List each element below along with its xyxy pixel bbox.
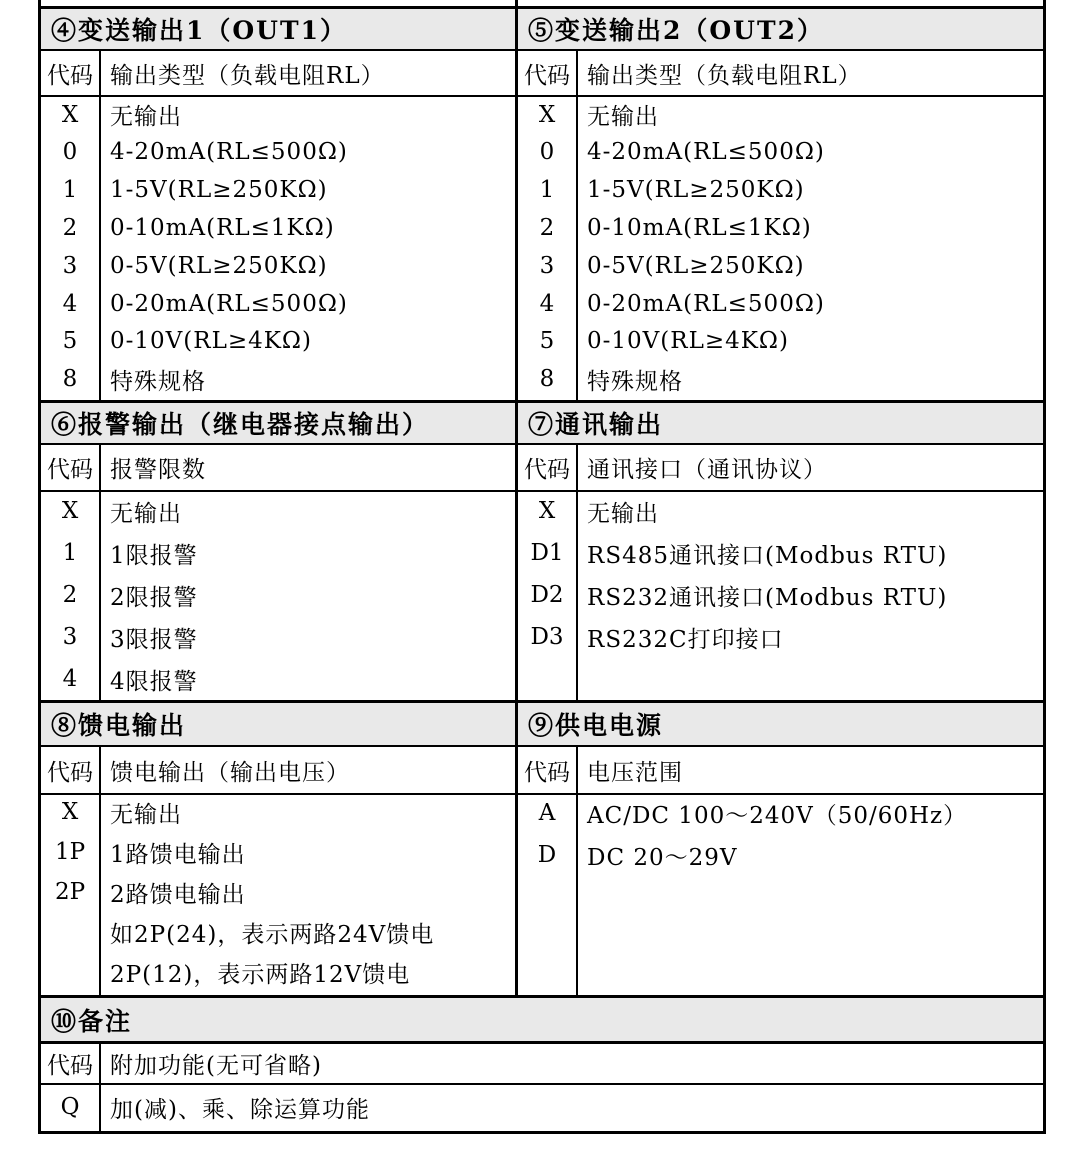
option-code: 0 (62, 139, 78, 166)
column-header-code: 代码 (524, 62, 570, 89)
option-description: 1-5V(RL≥250KΩ) (587, 177, 805, 204)
option-description: 如2P(24)，表示两路24V馈电 (110, 921, 435, 948)
option-description: 无输出 (587, 104, 659, 130)
option-description: 1限报警 (110, 542, 198, 569)
option-description: 2限报警 (110, 584, 198, 611)
option-code: 3 (539, 252, 555, 279)
option-code: 4 (62, 290, 78, 317)
option-description: 4-20mA(RL≤500Ω) (587, 139, 825, 166)
option-description: 1路馈电输出 (110, 841, 246, 868)
column-header-code: 代码 (47, 759, 93, 786)
column-divider (99, 51, 101, 400)
option-description: 无输出 (110, 104, 182, 130)
option-code: 1P (54, 839, 86, 865)
option-code: 2 (62, 582, 78, 608)
option-code: 1 (62, 177, 78, 204)
option-code: 8 (539, 366, 555, 393)
section-title-out1: ④变送输出1（OUT1） (41, 9, 515, 49)
option-description: 无输出 (110, 500, 182, 527)
section-title-alarm: ⑥报警输出（继电器接点输出） (41, 403, 515, 443)
option-code: X (61, 799, 79, 825)
option-description: RS232通讯接口(Modbus RTU) (587, 584, 948, 611)
option-description: 1-5V(RL≥250KΩ) (110, 177, 328, 204)
section-title-remark: ⑩备注 (41, 998, 1043, 1041)
column-header-label: 电压范围 (587, 759, 683, 786)
rule-line (41, 793, 1043, 795)
option-description: 0-20mA(RL≤500Ω) (110, 290, 348, 317)
rule-line (41, 745, 1043, 747)
column-divider (99, 747, 101, 995)
option-code: 2 (62, 214, 78, 241)
column-header-label: 输出类型（负载电阻RL） (587, 62, 862, 89)
column-divider (576, 51, 578, 400)
option-description: 2路馈电输出 (110, 881, 246, 908)
option-code: X (538, 498, 556, 524)
option-description: 0-10mA(RL≤1KΩ) (110, 214, 335, 241)
column-header-code: 代码 (47, 1052, 93, 1079)
column-divider (576, 747, 578, 995)
section-title-feed: ⑧馈电输出 (41, 703, 515, 745)
option-code: D2 (530, 582, 564, 608)
option-description: RS485通讯接口(Modbus RTU) (587, 542, 948, 569)
option-code: 5 (62, 328, 78, 355)
option-code (41, 953, 99, 991)
option-code: Q (60, 1094, 80, 1120)
rule-line (41, 1083, 1043, 1085)
option-code: 3 (62, 252, 78, 279)
option-description: 0-5V(RL≥250KΩ) (110, 252, 328, 279)
option-code: X (61, 498, 79, 524)
rule-line (41, 49, 1043, 51)
option-description: 3限报警 (110, 626, 198, 653)
column-header-code: 代码 (524, 759, 570, 786)
option-description: 4限报警 (110, 668, 198, 695)
rule-line (41, 443, 1043, 445)
option-description: 0-5V(RL≥250KΩ) (587, 252, 805, 279)
option-description: 无输出 (110, 801, 182, 828)
option-description: 0-20mA(RL≤500Ω) (587, 290, 825, 317)
option-code: 1 (62, 540, 78, 566)
option-code: D1 (530, 540, 564, 566)
option-code: X (61, 101, 79, 128)
column-divider (99, 1043, 101, 1131)
option-description: 4-20mA(RL≤500Ω) (110, 139, 348, 166)
column-header-code: 代码 (47, 62, 93, 89)
option-code: A (538, 800, 556, 826)
option-code: 2P (54, 879, 86, 905)
option-code: 8 (62, 366, 78, 393)
option-code: D3 (530, 624, 564, 650)
option-description: 加(减)、乘、除运算功能 (110, 1096, 370, 1123)
option-code: 2 (539, 214, 555, 241)
column-header-label: 馈电输出（输出电压） (110, 759, 350, 786)
option-description: 特殊规格 (110, 368, 206, 395)
column-header-label: 报警限数 (110, 457, 206, 483)
option-description: AC/DC 100～240V（50/60Hz） (587, 802, 968, 829)
column-divider (99, 445, 101, 700)
rule-line (41, 490, 1043, 492)
section-title-out2: ⑤变送输出2（OUT2） (518, 9, 1043, 49)
option-description: RS232C打印接口 (587, 626, 784, 653)
option-code: 5 (539, 328, 555, 355)
option-description: 0-10mA(RL≤1KΩ) (587, 214, 812, 241)
option-description: 2P(12)，表示两路12V馈电 (110, 961, 411, 988)
option-code (41, 913, 99, 951)
option-code: 0 (539, 139, 555, 166)
column-divider (576, 445, 578, 700)
option-code: X (538, 101, 556, 128)
spec-table (38, 0, 1046, 1134)
option-description: 0-10V(RL≥4KΩ) (587, 328, 789, 355)
option-code: 1 (539, 177, 555, 204)
option-code: 4 (539, 290, 555, 317)
column-header-code: 代码 (524, 457, 570, 483)
option-description: 0-10V(RL≥4KΩ) (110, 328, 312, 355)
column-header-code: 代码 (47, 457, 93, 483)
option-description: DC 20～29V (587, 844, 738, 871)
column-header-label: 通讯接口（通讯协议） (587, 457, 827, 483)
rule-line (41, 1041, 1043, 1044)
option-code: D (537, 842, 557, 868)
rule-line (41, 95, 1043, 97)
column-header-label: 附加功能(无可省略) (110, 1052, 322, 1079)
option-description: 无输出 (587, 500, 659, 527)
column-divider (515, 0, 518, 998)
section-title-comm: ⑦通讯输出 (518, 403, 1043, 443)
column-header-label: 输出类型（负载电阻RL） (110, 62, 385, 89)
section-title-power: ⑨供电电源 (518, 703, 1043, 745)
option-code: 4 (62, 666, 78, 692)
option-description: 特殊规格 (587, 368, 683, 395)
option-code: 3 (62, 624, 78, 650)
